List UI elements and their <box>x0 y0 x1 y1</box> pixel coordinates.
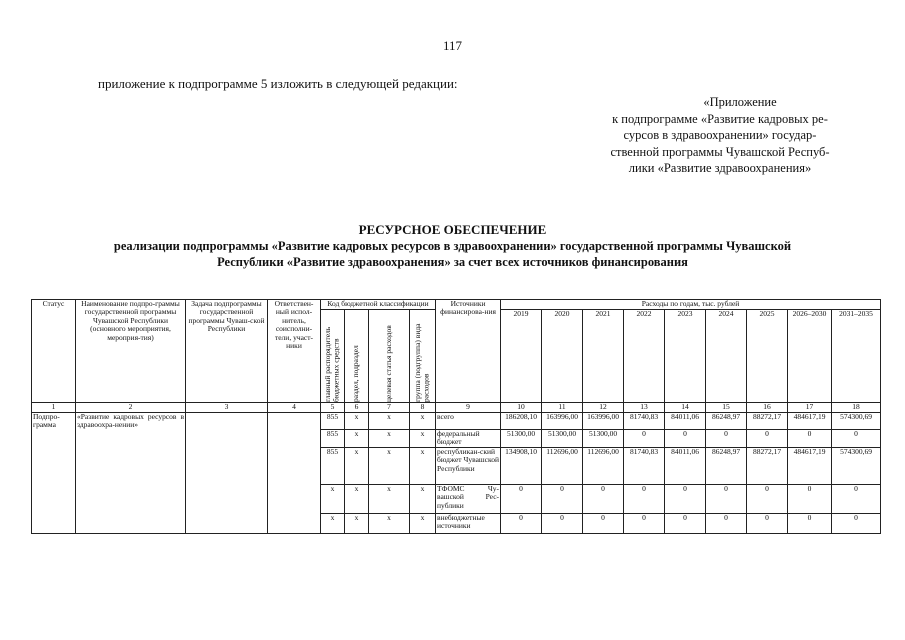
value-cell: 574300,69 <box>832 413 881 430</box>
header-name: Наименование подпро-граммы государственной программы Чувашской Республики (основного мероприятия, мероприя-тия) <box>76 300 186 403</box>
subtitle-line: реализации подпрограммы «Развитие кадровых ресурсов в здравоохранении» государственной программы Чувашской <box>113 239 792 253</box>
source-cell: республикан-ский бюджет Чувашской Республики <box>436 448 501 485</box>
value-cell: 0 <box>747 485 788 514</box>
value-cell: 0 <box>624 485 665 514</box>
header-year: 2022 <box>624 310 665 403</box>
appendix-line: к подпрограмме «Развитие кадровых ре- <box>612 111 828 126</box>
appendix-line: ственной программы Чувашской Респуб- <box>610 144 830 159</box>
header-sources: Источники финансирова-ния <box>436 300 501 403</box>
appendix-head: «Приложение <box>703 95 777 109</box>
column-numbers-row <box>32 403 881 413</box>
value-cell: 0 <box>501 514 542 534</box>
value-cell: 0 <box>665 485 706 514</box>
value-cell: 0 <box>788 514 832 534</box>
document-title: РЕСУРСНОЕ ОБЕСПЕЧЕНИЕ <box>358 222 547 237</box>
vr-cell: x <box>410 430 436 448</box>
value-cell: 81740,83 <box>624 448 665 485</box>
value-cell: 163996,00 <box>583 413 624 430</box>
value-cell: 51300,00 <box>583 430 624 448</box>
cs-cell: x <box>369 413 410 430</box>
value-cell: 51300,00 <box>542 430 583 448</box>
header-status: Статус <box>32 300 76 403</box>
column-number: 16 <box>747 403 788 413</box>
value-cell: 0 <box>747 430 788 448</box>
header-year: 2019 <box>501 310 542 403</box>
header-budget-code: Код бюджетной классификации <box>321 300 436 310</box>
grbs-cell: x <box>321 514 345 534</box>
source-cell: федеральный бюджет <box>436 430 501 448</box>
column-number: 11 <box>542 403 583 413</box>
header-code-label: раздел, подраздел <box>351 345 361 402</box>
value-cell: 86248,97 <box>706 448 747 485</box>
header-code-label: целевая статья расходов <box>383 325 393 402</box>
rz-cell: x <box>345 485 369 514</box>
column-number: 1 <box>32 403 76 413</box>
header-code-grbs <box>321 310 345 403</box>
value-cell: 112696,00 <box>542 448 583 485</box>
value-cell: 51300,00 <box>501 430 542 448</box>
rz-cell: x <box>345 448 369 485</box>
responsible-cell <box>268 413 321 534</box>
vr-cell: x <box>410 485 436 514</box>
value-cell: 88272,17 <box>747 413 788 430</box>
vr-cell: x <box>410 514 436 534</box>
header-year: 2021 <box>583 310 624 403</box>
column-number: 15 <box>706 403 747 413</box>
value-cell: 0 <box>583 485 624 514</box>
appendix-line: сурсов в здравоохранении» государ- <box>623 128 817 142</box>
grbs-cell: 855 <box>321 448 345 485</box>
value-cell: 574300,69 <box>832 448 881 485</box>
column-number: 18 <box>832 403 881 413</box>
status-cell: Подпро-грамма <box>32 413 76 534</box>
header-code-cs <box>369 310 410 403</box>
header-year: 2020 <box>542 310 583 403</box>
resource-table <box>31 299 881 534</box>
header-responsible: Ответствен-ный испол-нитель, соисполни-тели, участ-ники <box>268 300 321 403</box>
value-cell: 0 <box>706 485 747 514</box>
column-number: 13 <box>624 403 665 413</box>
value-cell: 81740,83 <box>624 413 665 430</box>
value-cell: 112696,00 <box>583 448 624 485</box>
subtitle-line: Республики «Развитие здравоохранения» за счет всех источников финансирования <box>217 255 688 269</box>
page-number: 117 <box>442 38 463 53</box>
value-cell: 86248,97 <box>706 413 747 430</box>
header-expenses: Расходы по годам, тыс. рублей <box>501 300 881 310</box>
column-number: 7 <box>369 403 410 413</box>
value-cell: 0 <box>583 514 624 534</box>
value-cell: 0 <box>706 430 747 448</box>
value-cell: 88272,17 <box>747 448 788 485</box>
header-year: 2026–2030 <box>788 310 832 403</box>
column-number: 2 <box>76 403 186 413</box>
column-number: 6 <box>345 403 369 413</box>
cs-cell: x <box>369 485 410 514</box>
appendix-block <box>591 94 849 177</box>
value-cell: 0 <box>788 485 832 514</box>
header-code-label: группа (подгруппа) вида расходов <box>413 323 431 402</box>
column-number: 3 <box>186 403 268 413</box>
source-cell: всего <box>436 413 501 430</box>
value-cell: 0 <box>788 430 832 448</box>
program-name-cell: «Развитие кадровых ресурсов в здравоохра-нении» <box>76 413 186 534</box>
column-number: 17 <box>788 403 832 413</box>
grbs-cell: 855 <box>321 430 345 448</box>
value-cell: 484617,19 <box>788 413 832 430</box>
cs-cell: x <box>369 514 410 534</box>
value-cell: 186208,10 <box>501 413 542 430</box>
source-cell: ТФОМС Чу-вашской Рес-публики <box>436 485 501 514</box>
column-number: 9 <box>436 403 501 413</box>
header-year: 2023 <box>665 310 706 403</box>
value-cell: 0 <box>832 514 881 534</box>
value-cell: 0 <box>624 514 665 534</box>
appendix-body <box>591 111 849 177</box>
grbs-cell: 855 <box>321 413 345 430</box>
column-number: 8 <box>410 403 436 413</box>
header-code-vr <box>410 310 436 403</box>
value-cell: 163996,00 <box>542 413 583 430</box>
document-subtitle <box>60 238 845 270</box>
value-cell: 484617,19 <box>788 448 832 485</box>
value-cell: 0 <box>747 514 788 534</box>
source-cell: внебюджетные источники <box>436 514 501 534</box>
value-cell: 0 <box>706 514 747 534</box>
column-number: 4 <box>268 403 321 413</box>
header-code-label: главный распорядитель бюджетных средств <box>323 326 341 402</box>
rz-cell: x <box>345 430 369 448</box>
column-number: 12 <box>583 403 624 413</box>
column-number: 14 <box>665 403 706 413</box>
value-cell: 0 <box>832 485 881 514</box>
value-cell: 0 <box>665 514 706 534</box>
grbs-cell: x <box>321 485 345 514</box>
cs-cell: x <box>369 448 410 485</box>
header-year: 2031–2035 <box>832 310 881 403</box>
table-row <box>32 413 881 430</box>
value-cell: 0 <box>665 430 706 448</box>
rz-cell: x <box>345 514 369 534</box>
column-number: 10 <box>501 403 542 413</box>
vr-cell: x <box>410 448 436 485</box>
value-cell: 134908,10 <box>501 448 542 485</box>
value-cell: 0 <box>542 514 583 534</box>
value-cell: 0 <box>501 485 542 514</box>
task-cell <box>186 413 268 534</box>
value-cell: 84011,06 <box>665 413 706 430</box>
header-year: 2025 <box>747 310 788 403</box>
appendix-line: лики «Развитие здравоохранения» <box>628 161 812 175</box>
rz-cell: x <box>345 413 369 430</box>
cs-cell: x <box>369 430 410 448</box>
header-code-rz <box>345 310 369 403</box>
intro-text: приложение к подпрограмме 5 изложить в следующей редакции: <box>98 76 458 91</box>
value-cell: 0 <box>542 485 583 514</box>
header-task: Задача подпрограммы государственной программы Чуваш-ской Республики <box>186 300 268 403</box>
value-cell: 0 <box>624 430 665 448</box>
vr-cell: x <box>410 413 436 430</box>
header-year: 2024 <box>706 310 747 403</box>
value-cell: 0 <box>832 430 881 448</box>
column-number: 5 <box>321 403 345 413</box>
value-cell: 84011,06 <box>665 448 706 485</box>
